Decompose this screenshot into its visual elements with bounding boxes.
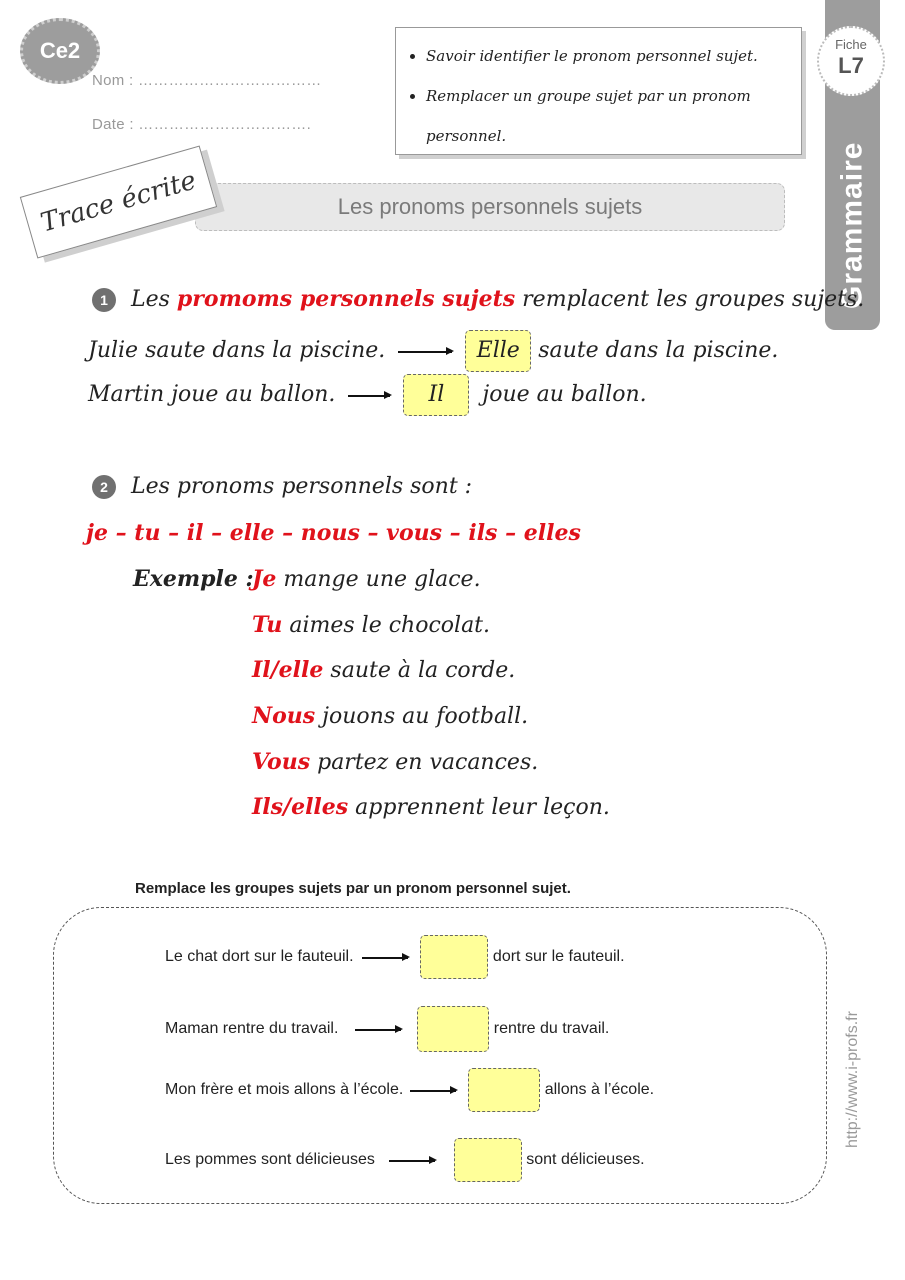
rule-number-badge: 1 bbox=[92, 288, 116, 312]
example-pronoun: Ils/elles bbox=[252, 794, 349, 820]
arrow-icon bbox=[355, 1024, 401, 1034]
exercise-rest: dort sur le fauteuil. bbox=[492, 948, 625, 966]
fiche-label: Fiche bbox=[835, 37, 867, 52]
fiche-badge bbox=[817, 26, 885, 96]
example-rest: jouons au football. bbox=[322, 704, 529, 729]
rule-number-badge: 2 bbox=[92, 475, 116, 499]
arrow-icon bbox=[389, 1155, 435, 1165]
exercise-sentence: Les pommes sont délicieuses bbox=[165, 1151, 375, 1169]
rule-1-example bbox=[88, 374, 647, 416]
example-pronoun: Tu bbox=[252, 612, 283, 638]
exercise-rest: rentre du travail. bbox=[493, 1020, 610, 1038]
objective-item: • Remplacer un groupe sujet par un pronom personnel. bbox=[426, 76, 801, 156]
level-badge: Ce2 bbox=[20, 18, 100, 84]
exercise-row bbox=[165, 1006, 609, 1052]
objectives-box bbox=[395, 27, 802, 155]
example-pronoun: Nous bbox=[252, 703, 316, 729]
example-line bbox=[252, 657, 515, 683]
example-rest: partez en vacances. bbox=[317, 750, 539, 775]
name-field-label: Nom : ……………………………… bbox=[92, 72, 322, 89]
example-rest: mange une glace. bbox=[283, 567, 481, 592]
pronoun-list: je – tu – il – elle – nous – vous – ils – elles bbox=[86, 520, 581, 546]
fiche-code: L7 bbox=[838, 53, 864, 78]
exercise-sentence: Maman rentre du travail. bbox=[165, 1020, 339, 1038]
example-result: saute dans la piscine. bbox=[538, 338, 779, 363]
rule-2-text: Les pronoms personnels sont : bbox=[131, 474, 473, 499]
rule-1-highlight: promoms personnels sujets bbox=[176, 286, 516, 312]
pronoun-box: Elle bbox=[465, 330, 531, 372]
example-line bbox=[252, 794, 610, 820]
exercise-instruction: Remplace les groupes sujets par un pronom personnel sujet. bbox=[135, 880, 571, 897]
pronoun-box: Il bbox=[403, 374, 469, 416]
example-line bbox=[252, 749, 538, 775]
rule-1 bbox=[92, 286, 864, 312]
example-line bbox=[252, 566, 481, 592]
example-pronoun: Je bbox=[252, 566, 277, 592]
answer-box[interactable] bbox=[417, 1006, 489, 1052]
exercise-row bbox=[165, 935, 625, 979]
website-link[interactable]: http://www.i-profs.fr bbox=[844, 1011, 861, 1149]
example-line bbox=[252, 612, 490, 638]
example-line bbox=[252, 703, 528, 729]
exercise-row bbox=[165, 1068, 654, 1112]
rule-2 bbox=[92, 474, 472, 499]
rule-1-suffix: remplacent les groupes sujets. bbox=[522, 287, 865, 312]
example-rest: apprennent leur leçon. bbox=[355, 795, 610, 820]
arrow-icon bbox=[410, 1085, 456, 1095]
subject-label: Grammaire bbox=[835, 141, 869, 309]
answer-box[interactable] bbox=[468, 1068, 540, 1112]
exercise-sentence: Le chat dort sur le fauteuil. bbox=[165, 948, 354, 966]
exercise-rest: sont délicieuses. bbox=[526, 1151, 645, 1169]
example-rest: saute à la corde. bbox=[330, 658, 516, 683]
example-sentence: Martin joue au ballon. bbox=[88, 382, 336, 407]
rule-1-example bbox=[88, 330, 778, 372]
page-title: Les pronoms personnels sujets bbox=[195, 183, 785, 231]
exercise-row bbox=[165, 1138, 645, 1182]
example-pronoun: Vous bbox=[252, 749, 311, 775]
arrow-icon bbox=[348, 390, 390, 400]
objective-item: • Savoir identifier le pronom personnel sujet. bbox=[426, 36, 801, 76]
rule-1-prefix: Les bbox=[131, 287, 170, 312]
arrow-icon bbox=[362, 952, 408, 962]
section-card: Trace écrite bbox=[20, 145, 217, 258]
example-rest: aimes le chocolat. bbox=[289, 613, 491, 638]
example-pronoun: Il/elle bbox=[252, 657, 324, 683]
example-label: Exemple : bbox=[133, 566, 254, 592]
answer-box[interactable] bbox=[454, 1138, 522, 1182]
example-sentence: Julie saute dans la piscine. bbox=[88, 338, 386, 363]
exercise-sentence: Mon frère et mois allons à l’école. bbox=[165, 1081, 404, 1099]
exercise-rest: allons à l’école. bbox=[544, 1081, 655, 1099]
arrow-icon bbox=[398, 346, 452, 356]
example-result: joue au ballon. bbox=[482, 382, 647, 407]
date-field-label: Date : ……………………………. bbox=[92, 116, 312, 133]
answer-box[interactable] bbox=[420, 935, 488, 979]
